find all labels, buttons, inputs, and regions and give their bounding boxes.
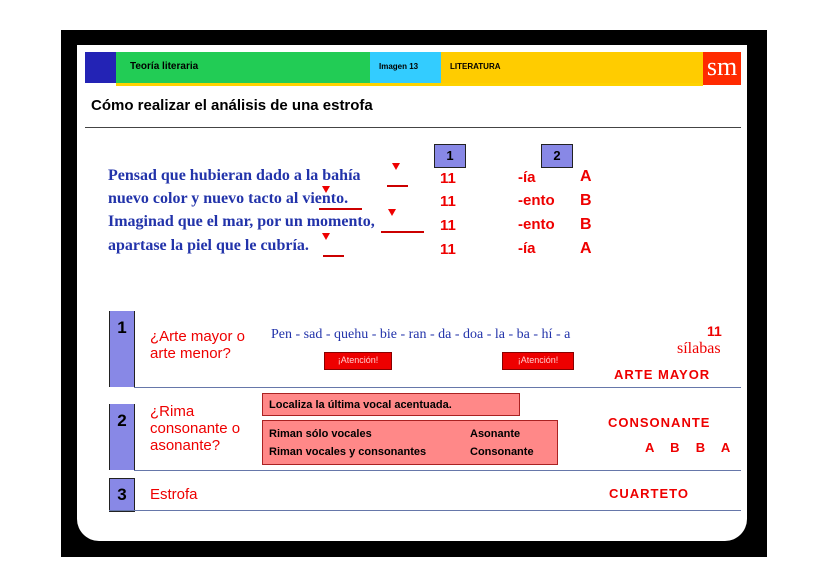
header-section-bar [116, 52, 370, 83]
rhyme-ending-1: -ía [518, 169, 536, 186]
rhyme-letter-2: B [580, 192, 592, 209]
stanza-text: nuevo color y nuevo tacto al viento. [108, 190, 349, 207]
column-number-1: 1 [434, 144, 466, 168]
rhyme-ending-4: -ía [518, 240, 536, 257]
stanza-line-4 [108, 237, 309, 255]
title-divider [85, 127, 741, 128]
rhyme-type-table [262, 420, 558, 465]
table-cell: Consonante [470, 446, 534, 458]
instruction-box: Localiza la última vocal acentuada. [262, 393, 520, 416]
syllabification: Pen - sad - quehu - bie - ran - da - doa - la - ba - hí - a [271, 327, 571, 342]
stress-marker-icon [322, 186, 330, 193]
stanza-text: Pensad que hubieran dado a la bahía [108, 167, 361, 184]
syllable-total: 11 [707, 323, 722, 339]
stanza-text: Imaginad que el mar, por un momento, [108, 213, 375, 230]
rhyme-underline [323, 255, 344, 257]
sm-logo: sm [703, 52, 741, 85]
table-row [269, 425, 551, 443]
stanza-text: apartase la piel que le cubría. [108, 237, 309, 254]
section3-label: Estrofa [150, 486, 198, 503]
syllable-unit: sílabas [677, 340, 721, 357]
rhyme-letter-3: B [580, 216, 592, 233]
header-underline [116, 83, 703, 86]
table-cell: Riman sólo vocales [269, 428, 372, 440]
section-number-3: 3 [109, 478, 135, 512]
rhyme-underline [381, 231, 424, 233]
header-subject-bar [441, 52, 703, 83]
rhyme-ending-2: -ento [518, 192, 555, 209]
header-section: Teoría literaria [130, 61, 199, 72]
header-blue-block [85, 52, 116, 83]
header-image-label: Imagen 13 [379, 62, 419, 71]
table-cell: Riman vocales y consonantes [269, 446, 427, 458]
header-image-bar [370, 52, 441, 83]
section2-question: ¿Rima consonante o asonante? [150, 403, 241, 454]
stress-marker-icon [392, 163, 400, 170]
rhyme-scheme: A B B A [645, 440, 734, 455]
rhyme-underline [319, 208, 362, 210]
section3-answer: CUARTETO [609, 486, 689, 501]
slide [77, 45, 747, 541]
section2-divider [134, 470, 741, 471]
section3-divider [109, 510, 741, 511]
syllable-count-1: 11 [440, 170, 456, 187]
section-number-2: 2 [109, 404, 135, 470]
stress-marker-icon [322, 233, 330, 240]
section2-answer: CONSONANTE [608, 415, 711, 430]
stanza-line-2 [108, 190, 348, 208]
rhyme-ending-3: -ento [518, 216, 555, 233]
section1-answer: ARTE MAYOR [614, 367, 711, 382]
attention-button-2[interactable]: ¡Atención! [502, 352, 574, 370]
attention-button-1[interactable]: ¡Atención! [324, 352, 392, 370]
syllable-count-2: 11 [440, 193, 456, 210]
syllable-count-3: 11 [440, 217, 456, 234]
section-number-1: 1 [109, 311, 135, 387]
column-number-2: 2 [541, 144, 573, 168]
rhyme-letter-4: A [580, 240, 592, 257]
stanza-line-3 [108, 213, 375, 231]
table-cell: Asonante [470, 428, 521, 440]
page-title: Cómo realizar el análisis de una estrofa [91, 97, 373, 114]
syllable-count-4: 11 [440, 241, 456, 258]
table-row [269, 443, 551, 461]
stress-marker-icon [388, 209, 396, 216]
rhyme-underline [387, 185, 408, 187]
header-subject: LITERATURA [450, 62, 501, 71]
stanza-line-1 [108, 167, 361, 185]
rhyme-letter-1: A [580, 168, 592, 185]
section1-divider [134, 387, 741, 388]
section1-question: ¿Arte mayor o arte menor? [150, 328, 246, 362]
